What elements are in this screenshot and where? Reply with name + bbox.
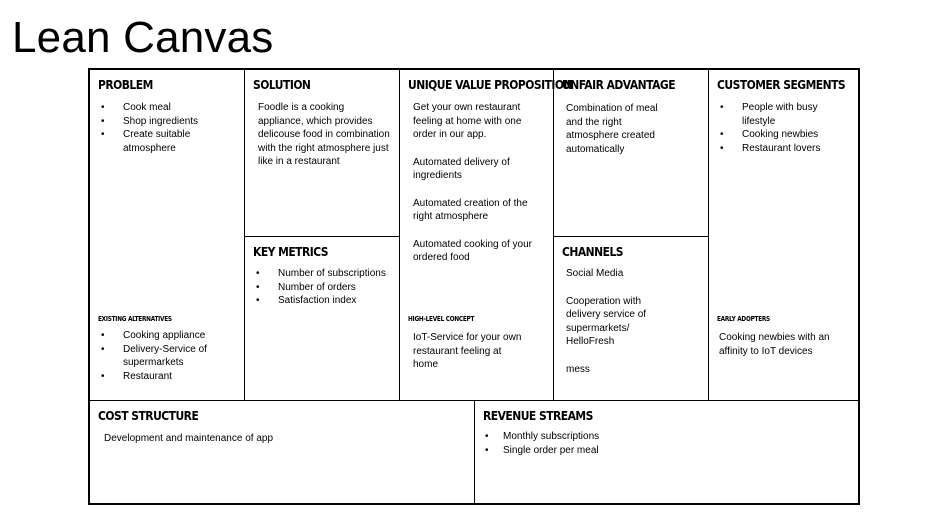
channels-paragraph: Social Media — [566, 268, 624, 279]
channels-section — [554, 237, 709, 401]
cost-structure-text: Development and maintenance of app — [104, 433, 274, 444]
problem-list — [98, 101, 238, 155]
list-item: • Cooking appliance — [98, 329, 238, 343]
solution-heading: SOLUTION — [253, 77, 311, 92]
list-item: • Cooking newbies — [717, 128, 855, 142]
list-item: • Create suitable atmosphere — [98, 128, 238, 155]
cost-structure-section — [90, 401, 475, 503]
list-item: • Restaurant — [98, 370, 238, 384]
alternatives-list — [98, 329, 238, 383]
solution-text: Foodle is a cooking appliance, which provides delicouse food in combination with the right atmosphere just like in a restaurant — [258, 102, 390, 167]
lean-canvas-board — [88, 68, 860, 505]
list-item: • Number of subscriptions — [253, 267, 393, 281]
uvp-paragraph: Automated delivery of ingredients — [413, 156, 510, 181]
high-level-concept-text: IoT-Service for your own restaurant feeling at home — [413, 332, 522, 370]
problem-heading: PROBLEM — [98, 77, 153, 92]
uvp-paragraph: Automated creation of the right atmosphere — [413, 197, 528, 222]
list-item: • Shop ingredients — [98, 115, 238, 129]
key-metrics-heading: KEY METRICS — [253, 244, 329, 259]
list-item: • Delivery-Service of supermarkets — [98, 343, 238, 370]
list-item: • People with busy lifestyle — [717, 101, 855, 128]
cost-structure-heading: COST STRUCTURE — [98, 408, 199, 423]
early-adopters-heading: EARLY ADOPTERS — [717, 315, 770, 323]
list-item: • Single order per meal — [482, 444, 782, 458]
key-metrics-section — [245, 237, 400, 401]
uvp-paragraph: Automated cooking of your ordered food — [413, 238, 532, 263]
unfair-advantage-section — [554, 70, 709, 237]
list-item: • Restaurant lovers — [717, 142, 855, 156]
revenue-streams-section — [475, 401, 858, 503]
channels-paragraph: mess — [566, 363, 590, 375]
early-adopters-text: Cooking newbies with an affinity to IoT devices — [719, 332, 830, 357]
page-title: Lean Canvas — [12, 13, 274, 62]
uvp-paragraph: Get your own restaurant feeling at home with one order in our app. — [413, 102, 522, 140]
list-item: • Cook meal — [98, 101, 238, 115]
customer-segments-list — [717, 101, 855, 155]
existing-alternatives-heading: EXISTING ALTERNATIVES — [98, 315, 172, 323]
uvp-heading: UNIQUE VALUE PROPOSITION — [408, 77, 573, 92]
customer-segments-section — [709, 70, 858, 401]
key-metrics-list — [253, 267, 393, 308]
customer-segments-heading: CUSTOMER SEGMENTS — [717, 77, 846, 92]
revenue-streams-heading: REVENUE STREAMS — [483, 408, 593, 423]
high-level-concept-heading: HIGH-LEVEL CONCEPT — [408, 315, 475, 323]
list-item: • Number of orders — [253, 281, 393, 295]
list-item: • Monthly subscriptions — [482, 430, 782, 444]
uvp-section — [400, 70, 573, 401]
unfair-advantage-text: Combination of meal and the right atmosphere created automatically — [566, 103, 658, 155]
list-item: • Satisfaction index — [253, 294, 393, 308]
revenue-streams-list — [482, 430, 782, 457]
unfair-advantage-heading: UNFAIR ADVANTAGE — [562, 77, 676, 92]
channels-heading: CHANNELS — [562, 244, 624, 259]
channels-paragraph: Cooperation with delivery service of supermarkets/ HelloFresh — [566, 295, 647, 347]
problem-section — [90, 70, 245, 401]
solution-section — [245, 70, 400, 237]
